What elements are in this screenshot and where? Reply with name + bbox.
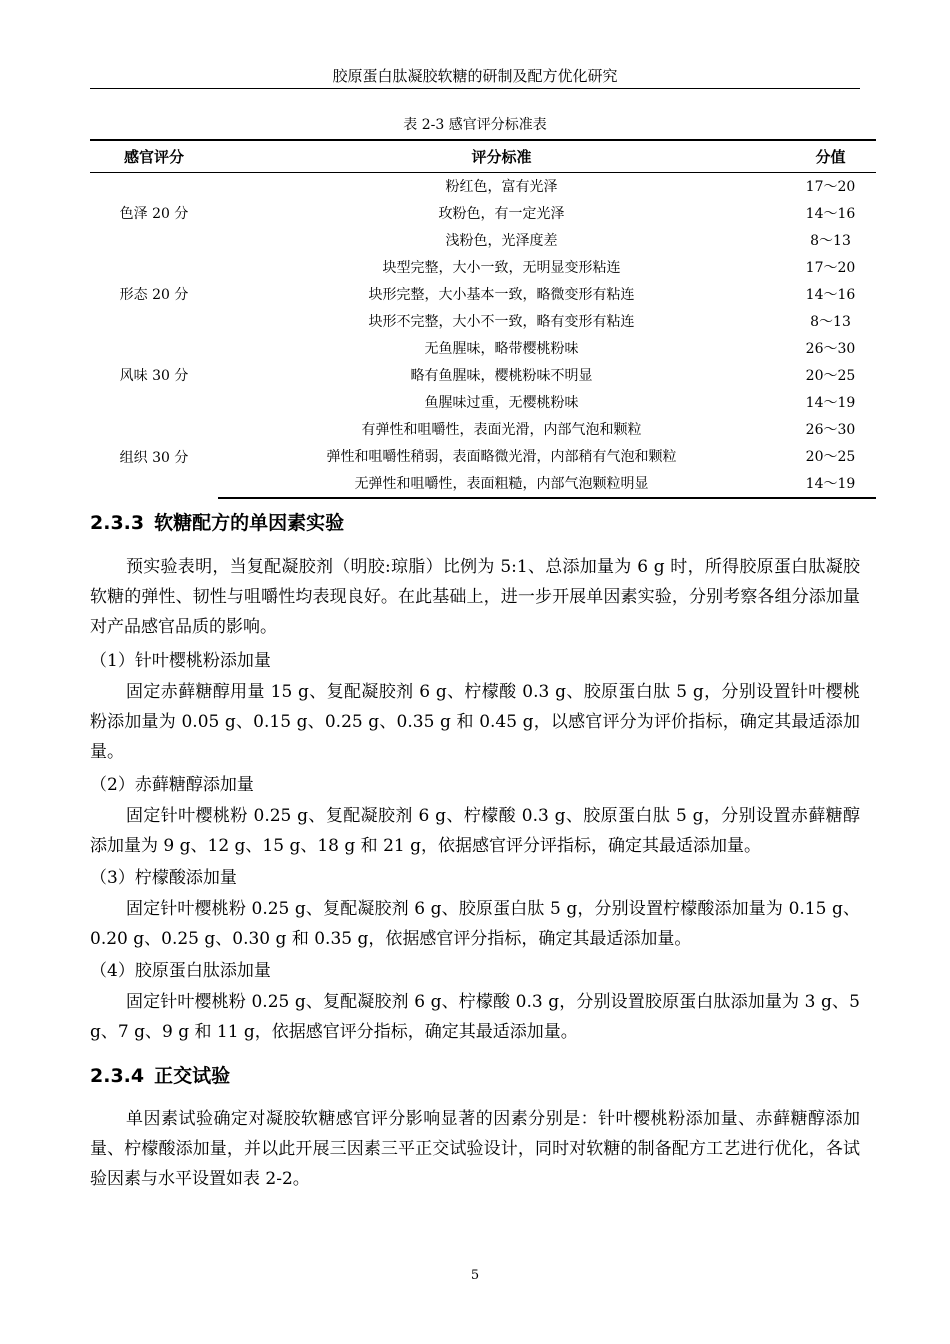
item-paragraph: 固定赤藓糖醇用量 15 g、复配凝胶剂 6 g、柠檬酸 0.3 g、胶原蛋白肽 5 g，分别设置针叶樱桃粉添加量为 0.05 g、0.15 g、0.25 g、0.35 g 和 0.45 g，以感官评分为评价指标，确定其最适添加量。 xyxy=(90,682,860,762)
category-cell: 组织 30 分 xyxy=(119,449,189,466)
criterion-cell: 块形不完整，大小不一致，略有变形有粘连 xyxy=(368,314,635,330)
table-row xyxy=(90,335,876,362)
criterion-cell: 略有鱼腥味，樱桃粉味不明显 xyxy=(410,368,593,384)
score-cell: 26～30 xyxy=(805,422,856,438)
section-heading-2-3-3 xyxy=(90,510,344,536)
table-header-row xyxy=(90,140,876,172)
item-label: （1）针叶樱桃粉添加量 xyxy=(90,651,271,671)
header-rule xyxy=(90,88,860,89)
score-cell: 14～16 xyxy=(805,287,856,303)
score-cell: 14～19 xyxy=(785,470,876,498)
intro-paragraph: 预实验表明，当复配凝胶剂（明胶:琼脂）比例为 5:1、总添加量为 6 g 时，所得胶原蛋白肽凝胶软糖的弹性、韧性与咀嚼性均表现良好。在此基础上，进一步开展单因素实验，分别考察各组分添加量对产品感官品质的影响。 xyxy=(90,557,860,637)
section-heading-2-3-4 xyxy=(90,1063,230,1089)
item-paragraph: 固定针叶樱桃粉 0.25 g、复配凝胶剂 6 g、柠檬酸 0.3 g、胶原蛋白肽 5 g，分别设置赤藓糖醇添加量为 9 g、12 g、15 g、18 g 和 21 g，依据感官评分评指标，确定其最适添加量。 xyxy=(90,806,860,856)
criterion-cell: 块型完整，大小一致，无明显变形粘连 xyxy=(382,260,621,276)
score-cell: 26～30 xyxy=(805,341,856,357)
criterion-cell: 玫粉色，有一定光泽 xyxy=(438,206,565,222)
section-number: 2.3.4 xyxy=(90,1065,145,1087)
criterion-cell: 有弹性和咀嚼性，表面光滑，内部气泡和颗粒 xyxy=(361,422,642,438)
item-paragraph: 固定针叶樱桃粉 0.25 g、复配凝胶剂 6 g、胶原蛋白肽 5 g，分别设置柠檬酸添加量为 0.15 g、0.20 g、0.25 g、0.30 g 和 0.35 g，依据感官评分指标，确定其最适添加量。 xyxy=(90,899,860,949)
section-title: 软糖配方的单因素实验 xyxy=(154,512,345,534)
section-number: 2.3.3 xyxy=(90,512,145,534)
sensory-score-table xyxy=(90,139,876,499)
criterion-cell: 弹性和咀嚼性稍弱，表面略微光滑，内部稍有气泡和颗粒 xyxy=(326,449,677,465)
score-cell: 14～16 xyxy=(805,206,856,222)
item-label: （3）柠檬酸添加量 xyxy=(90,868,237,888)
criterion-cell: 粉红色，富有光泽 xyxy=(445,179,558,195)
item-label: （4）胶原蛋白肽添加量 xyxy=(90,961,271,981)
criterion-cell: 鱼腥味过重，无樱桃粉味 xyxy=(424,395,579,411)
table-row xyxy=(90,416,876,443)
column-header-criterion: 评分标准 xyxy=(218,140,785,172)
criterion-cell: 块形完整，大小基本一致，略微变形有粘连 xyxy=(368,287,635,303)
table-row xyxy=(90,254,876,281)
section-title: 正交试验 xyxy=(154,1065,231,1087)
score-cell: 20～25 xyxy=(805,449,856,465)
criterion-cell: 无鱼腥味，略带樱桃粉味 xyxy=(424,341,579,357)
category-cell: 色泽 20 分 xyxy=(119,206,189,222)
category-cell: 风味 30 分 xyxy=(119,368,189,384)
orthogonal-paragraph: 单因素试验确定对凝胶软糖感官评分影响显著的因素分别是：针叶樱桃粉添加量、赤藓糖醇添加量、柠檬酸添加量，并以此开展三因素三平正交试验设计，同时对软糖的制备配方工艺进行优化，各试验因素与水平设置如表 2-2。 xyxy=(90,1109,860,1189)
score-cell: 14～19 xyxy=(805,395,856,411)
criterion-cell: 无弹性和咀嚼性，表面粗糙，内部气泡颗粒明显 xyxy=(218,470,785,498)
column-header-score: 分值 xyxy=(785,140,876,172)
table-caption: 表 2-3 感官评分标准表 xyxy=(403,117,547,133)
score-cell: 20～25 xyxy=(805,368,856,384)
score-cell: 8～13 xyxy=(810,314,851,330)
sensory-table-container xyxy=(90,139,876,499)
item-paragraph: 固定针叶樱桃粉 0.25 g、复配凝胶剂 6 g、柠檬酸 0.3 g，分别设置胶原蛋白肽添加量为 3 g、5 g、7 g、9 g 和 11 g，依据感官评分指标，确定其最适添加量。 xyxy=(90,992,860,1042)
column-header-category: 感官评分 xyxy=(90,140,218,172)
running-header: 胶原蛋白肽凝胶软糖的研制及配方优化研究 xyxy=(332,67,618,85)
category-cell: 形态 20 分 xyxy=(119,287,189,303)
item-label: （2）赤藓糖醇添加量 xyxy=(90,775,254,795)
criterion-cell: 浅粉色，光泽度差 xyxy=(445,233,558,249)
score-cell: 8～13 xyxy=(810,233,851,249)
page-number: 5 xyxy=(470,1268,480,1283)
score-cell: 17～20 xyxy=(805,179,856,195)
score-cell: 17～20 xyxy=(805,260,856,276)
table-row xyxy=(90,172,876,200)
